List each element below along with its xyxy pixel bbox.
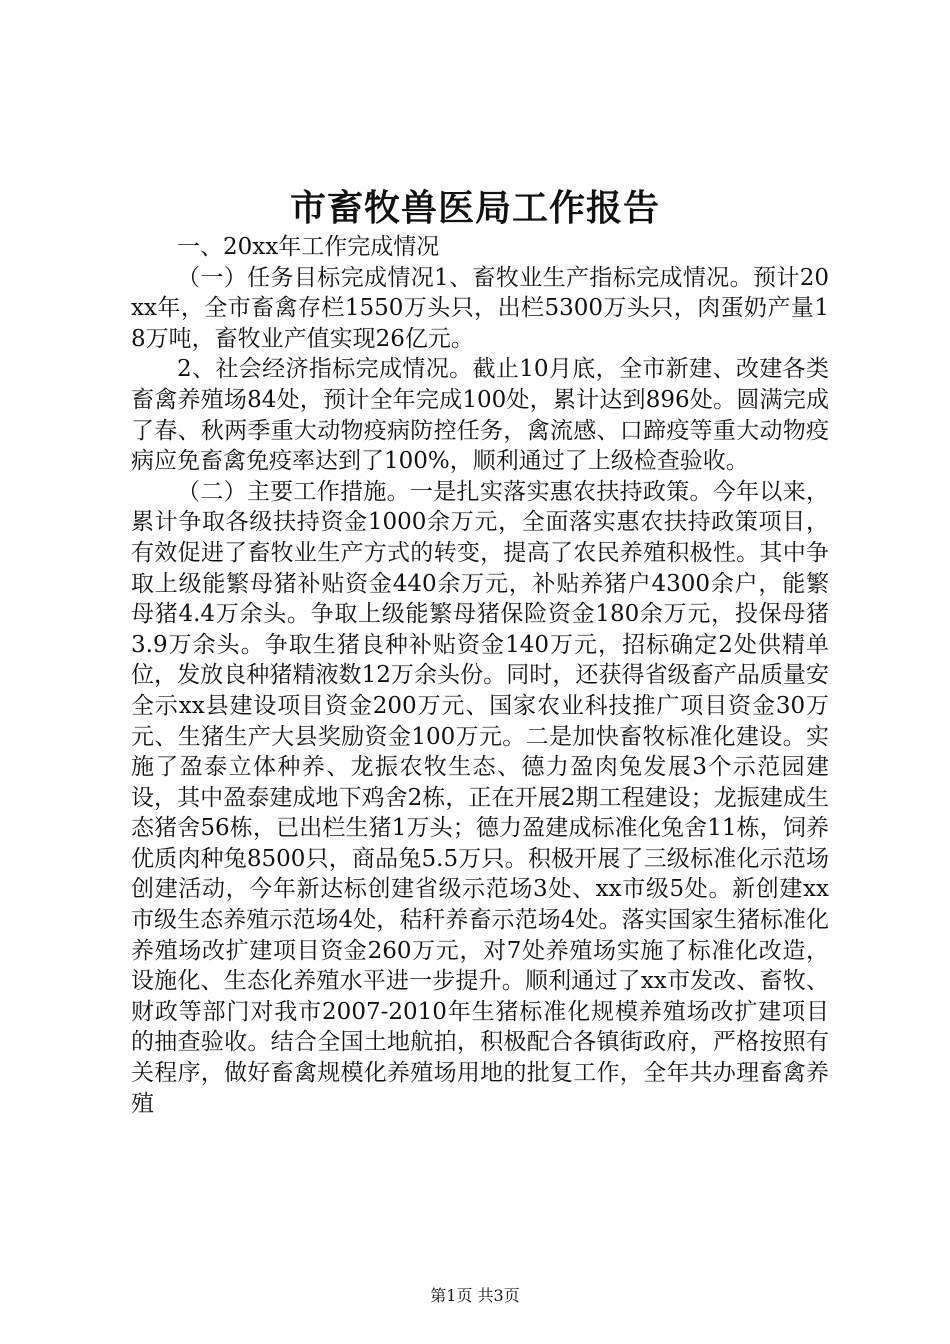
paragraph-main-measures: （二）主要工作措施。一是扎实落实惠农扶持政策。今年以来，累计争取各级扶持资金1000余万元，全面落实惠农扶持政策项目，有效促进了畜牧业生产方式的转变，提高了农民养殖积极性。其中争取上级能繁母猪补贴资金440余万元，补贴养猪户4300余户，能繁母猪4.4万余头。争取上级能繁母猪保险资金180余万元，投保母猪3.9万余头。争取生猪良种补贴资金140万元，招标确定2处供精单位，发放良种猪精液数12万余头份。同时，还获得省级畜产品质量安全示xx县建设项目资金200万元、国家农业科技推广项目资金30万元、生猪生产大县奖励资金100万元。二是加快畜牧标准化建设。实施了盈泰立体种养、龙振农牧生态、德力盈肉兔发展3个示范园建设，其中盈泰建成地下鸡舍2栋，正在开展2期工程建设；龙振建成生态猪舍56栋，已出栏生猪1万头；德力盈建成标准化兔舍11栋，饲养优质肉种兔8500只，商品兔5.5万只。积极开展了三级标准化示范场创建活动，今年新达标创建省级示范场3处、xx市级5处。新创建xx市级生态养殖示范场4处，秸秆养畜示范场4处。落实国家生猪标准化养殖场改扩建项目资金260万元，对7处养殖场实施了标准化改造，设施化、生态化养殖水平进一步提升。顺利通过了xx市发改、畜牧、财政等部门对我市2007-2010年生猪标准化规模养殖场改扩建项目的抽查验收。结合全国土地航拍，积极配合各镇街政府，严格按照有关程序，做好畜禽规模化养殖场用地的批复工作，全年共办理畜禽养殖 <box>131 478 829 1117</box>
paragraph-section-heading: 一、20xx年工作完成情况 <box>177 234 440 260</box>
document-body <box>131 232 829 1119</box>
page-footer: 第1页 共3页 <box>430 1286 520 1305</box>
document-title: 市畜牧兽医局工作报告 <box>289 187 660 229</box>
paragraph-task-targets: （一）任务目标完成情况1、畜牧业生产指标完成情况。预计20xx年，全市畜禽存栏1550万头只，出栏5300万头只，肉蛋奶产量18万吨，畜牧业产值实现26亿元。 <box>131 264 829 352</box>
paragraph-social-economic: 2、社会经济指标完成情况。截止10月底，全市新建、改建各类畜禽养殖场84处，预计全年完成100处，累计达到896处。圆满完成了春、秋两季重大动物疫病防控任务，禽流感、口蹄疫等重大动物疫病应免畜禽免疫率达到了100%，顺利通过了上级检查验收。 <box>131 356 829 475</box>
